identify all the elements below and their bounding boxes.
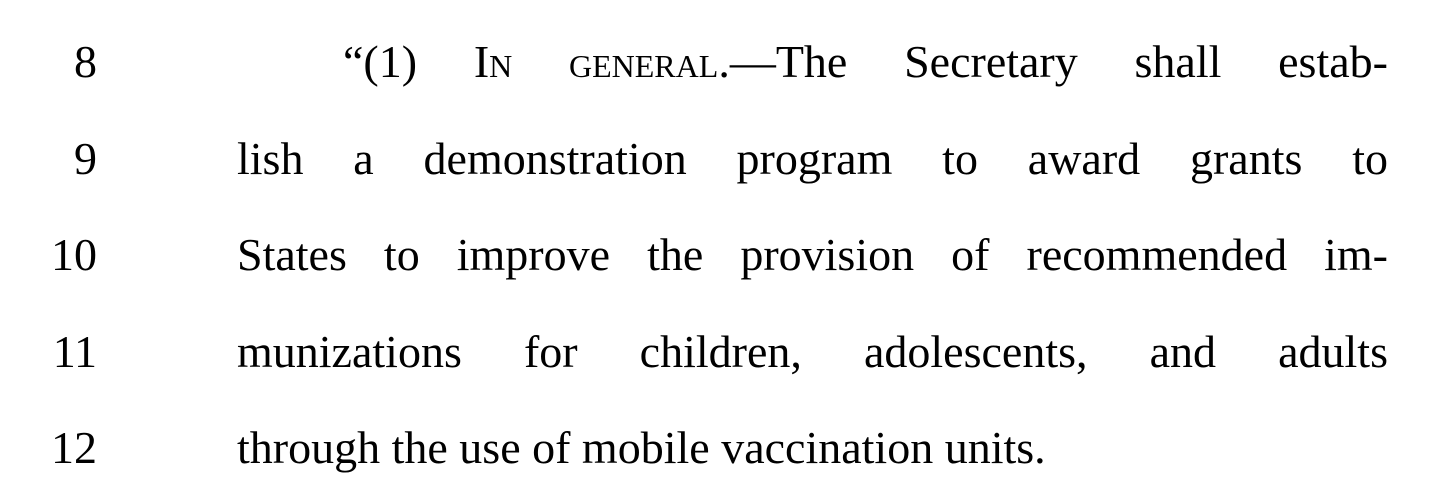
line-text-segment: “(1)	[343, 36, 474, 87]
bill-line-9	[0, 132, 1456, 186]
line-text: through the use of mobile vaccination units.	[237, 422, 1046, 473]
line-text-segment-smallcaps: In general	[473, 36, 719, 87]
bill-line-10	[0, 228, 1456, 282]
line-number: 10	[51, 229, 97, 280]
line-text: munizations for children, adolescents, and adults	[237, 326, 1388, 377]
line-number: 11	[52, 326, 97, 377]
line-number: 8	[74, 36, 97, 87]
line-number: 9	[74, 133, 97, 184]
bill-line-8	[0, 35, 1456, 89]
line-text: States to improve the provision of recommended im-	[237, 229, 1388, 280]
line-number: 12	[51, 422, 97, 473]
line-text	[237, 35, 1388, 143]
bill-line-12	[0, 421, 1456, 475]
line-text-segment: .—The Secretary shall estab-	[718, 36, 1388, 87]
line-text: lish a demonstration program to award grants to	[237, 133, 1388, 184]
bill-line-11	[0, 325, 1456, 379]
